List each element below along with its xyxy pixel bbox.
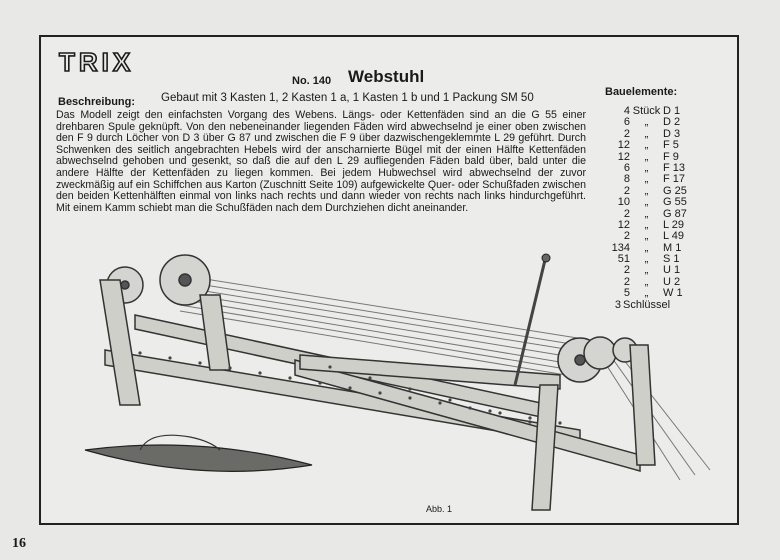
part-qty: 51 xyxy=(617,253,630,266)
part-code: L 29 xyxy=(663,218,685,231)
part-code: S 1 xyxy=(663,253,680,266)
parts-list-row xyxy=(600,152,710,163)
part-unit: „ xyxy=(644,196,649,209)
part-qty: 6 xyxy=(623,161,630,174)
part-unit: „ xyxy=(644,116,649,129)
part-unit: „ xyxy=(644,150,649,163)
brand-wordmark: TRIX xyxy=(59,49,135,75)
part-code: M 1 xyxy=(663,241,682,254)
part-code: F 17 xyxy=(663,173,686,186)
figure-caption: Abb. 1 xyxy=(426,504,453,514)
part-code: F 13 xyxy=(663,161,686,174)
part-code: F 9 xyxy=(663,150,679,163)
part-unit: „ xyxy=(644,275,649,288)
parts-list-row xyxy=(600,129,710,140)
model-number: No. 140 xyxy=(292,75,332,87)
part-unit: „ xyxy=(644,241,649,254)
parts-list-row xyxy=(600,197,710,208)
part-code: U 2 xyxy=(663,275,681,288)
parts-list-row xyxy=(600,209,710,220)
page-number: 16 xyxy=(12,536,26,551)
part-qty: 10 xyxy=(617,196,630,209)
frame-bars xyxy=(100,280,640,471)
part-qty: 12 xyxy=(617,139,630,152)
part-qty: 2 xyxy=(623,264,630,277)
part-qty: 134 xyxy=(611,241,630,254)
part-code: G 25 xyxy=(663,184,687,197)
part-qty: 4 xyxy=(623,105,630,117)
part-unit: „ xyxy=(644,287,649,300)
part-qty: 2 xyxy=(623,184,630,197)
shuttle xyxy=(85,435,312,471)
part-qty: 3 xyxy=(614,298,622,311)
part-qty: 12 xyxy=(617,150,630,163)
part-qty: 12 xyxy=(617,218,630,231)
description-heading: Beschreibung: xyxy=(58,96,136,108)
parts-list-row xyxy=(600,220,710,231)
part-code: G 87 xyxy=(663,207,687,220)
part-code: U 1 xyxy=(663,264,681,277)
parts-list-row xyxy=(600,231,710,242)
part-unit: „ xyxy=(644,139,649,152)
lever-rod xyxy=(515,260,545,385)
front-rollers xyxy=(558,337,637,382)
loom-illustration xyxy=(80,241,720,535)
part-unit: „ xyxy=(644,173,649,186)
part-unit: „ xyxy=(644,207,649,220)
part-unit: „ xyxy=(644,264,649,277)
part-unit: „ xyxy=(644,218,649,231)
part-code: F 5 xyxy=(663,139,679,152)
parts-list-row xyxy=(600,117,710,128)
part-unit: Schlüssel xyxy=(623,298,671,311)
part-unit: „ xyxy=(644,161,649,174)
part-unit: „ xyxy=(644,230,649,243)
part-unit: „ xyxy=(644,184,649,197)
part-unit: Stück xyxy=(632,105,661,117)
parts-list-row xyxy=(600,106,710,117)
part-code: W 1 xyxy=(663,287,683,300)
part-qty: 8 xyxy=(623,173,630,186)
parts-heading: Bauelemente: xyxy=(605,86,678,98)
trix-logo xyxy=(57,49,153,80)
part-code: G 55 xyxy=(663,196,687,209)
part-code: D 2 xyxy=(663,116,681,129)
part-unit: „ xyxy=(644,127,649,140)
part-qty: 2 xyxy=(623,207,630,220)
parts-list-row xyxy=(600,174,710,185)
part-code: D 3 xyxy=(663,127,681,140)
part-qty: 6 xyxy=(623,116,630,129)
part-code: D 1 xyxy=(663,105,681,117)
part-code: L 49 xyxy=(663,230,685,243)
part-qty: 2 xyxy=(623,127,630,140)
part-unit: „ xyxy=(644,253,649,266)
build-info: Gebaut mit 3 Kasten 1, 2 Kasten 1 a, 1 Kasten 1 b und 1 Packung SM 50 xyxy=(161,92,534,104)
part-qty: 2 xyxy=(623,275,630,288)
part-qty: 5 xyxy=(623,287,630,300)
parts-list-row xyxy=(600,163,710,174)
part-qty: 2 xyxy=(623,230,630,243)
parts-list-row xyxy=(600,186,710,197)
parts-list-row xyxy=(600,140,710,151)
description-body: Das Modell zeigt den einfachsten Vorgang des Webens. Längs- oder Kettenfäden sind an die G 55 einer drehbaren Spule geknüpft. Von den nebeneinander liegenden Fäden wird abwechselnd je einer oben zwischen den F 9 durch Löcher von D 3 über G 87 und zwischen die F 9 über dazwischengeklemmte L 29 geführt. Durch Schwenken des seitlich angebrachten Hebels wird der anscharnierte Bügel mit der einen Hälfte Kettenfäden abwechselnd gehoben und gesenkt, so daß die auf den L 29 aufliegenden Fäden bald über, bald unter die andere Hälfte der Kettenfäden zu liegen kommen. Bei jedem Hubwechsel wird abwechselnd der zuvor zweckmäßig auf ein Schiffchen aus Karton (Zuschnitt Seite 109) aufgewickelte Quer- oder Schußfaden zwischen den beiden Kettenhälften einmal von links nach rechts und dann wieder von rechts nach links hindurchgeführt. Mit einem Kamm schiebt man die Schußfäden nach dem Durchziehen dicht aneinander. xyxy=(56,109,586,214)
model-name: Webstuhl xyxy=(348,67,425,86)
